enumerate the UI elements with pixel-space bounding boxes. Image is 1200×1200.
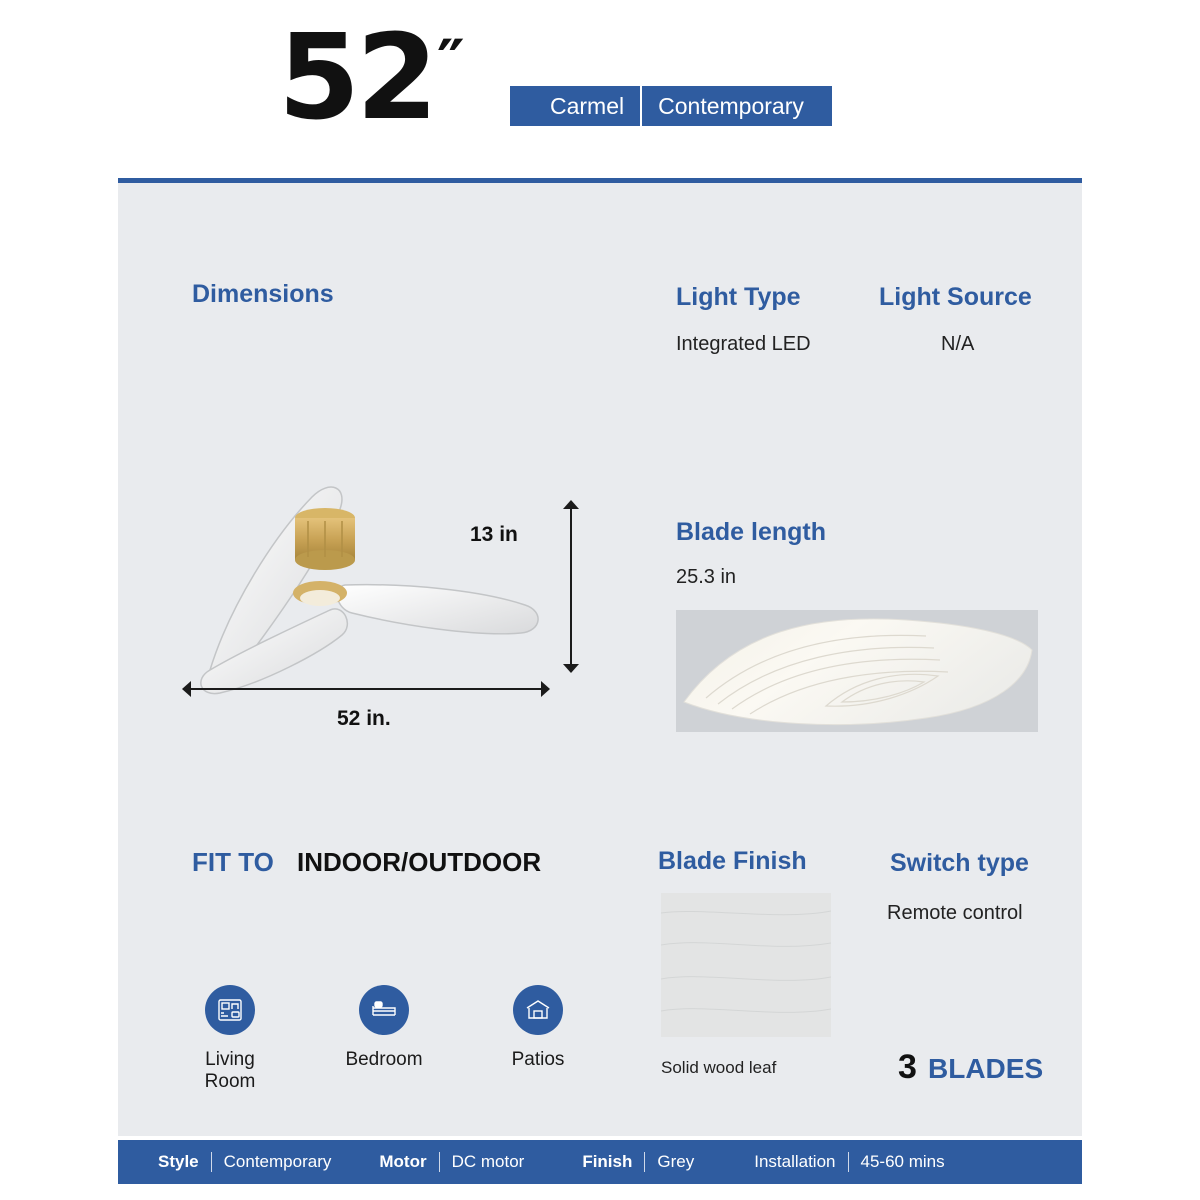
blade-finish-label: Blade Finish bbox=[658, 847, 807, 875]
fan-width-value: 52 in. bbox=[337, 707, 391, 730]
footer-value: 45-60 mins bbox=[860, 1152, 945, 1171]
room-item bbox=[180, 985, 280, 1093]
switch-type-label: Switch type bbox=[890, 849, 1029, 877]
footer-key: Finish bbox=[582, 1152, 633, 1171]
footer-item-installation bbox=[754, 1140, 944, 1184]
blade-count-label: BLADES bbox=[928, 1053, 1044, 1084]
blade-photo bbox=[676, 610, 1038, 732]
fan-size-number: 52 bbox=[278, 8, 435, 146]
fan-height-value: 13 in bbox=[470, 523, 518, 546]
ceiling-fan-illustration bbox=[180, 465, 560, 700]
switch-type-value: Remote control bbox=[887, 902, 1023, 924]
footer-item-finish bbox=[582, 1140, 694, 1184]
blade-count-number: 3 bbox=[898, 1048, 917, 1086]
blade-length-value: 25.3 in bbox=[676, 566, 737, 588]
living-room-icon bbox=[205, 985, 255, 1035]
room-item bbox=[334, 985, 434, 1093]
bedroom-icon bbox=[359, 985, 409, 1035]
blade-finish-caption: Solid wood leaf bbox=[661, 1058, 777, 1077]
product-model: Carmel bbox=[510, 86, 640, 126]
footer-divider bbox=[439, 1152, 440, 1172]
light-type-value: Integrated LED bbox=[676, 333, 811, 355]
footer-value: Contemporary bbox=[223, 1152, 332, 1171]
footer-divider bbox=[644, 1152, 645, 1172]
width-dimension-arrow bbox=[190, 688, 542, 690]
room-label: Patios bbox=[511, 1049, 565, 1070]
room-item bbox=[488, 985, 588, 1093]
footer-spec-bar bbox=[118, 1140, 1082, 1184]
footer-key: Motor bbox=[379, 1152, 427, 1171]
fan-size-unit: ″ bbox=[437, 26, 465, 99]
footer-key: Installation bbox=[754, 1152, 836, 1171]
footer-key: Style bbox=[158, 1152, 199, 1171]
room-label: Bedroom bbox=[345, 1049, 423, 1070]
blade-length-label: Blade length bbox=[676, 518, 827, 546]
light-source-label: Light Source bbox=[879, 283, 1032, 311]
light-type-label: Light Type bbox=[676, 283, 801, 311]
footer-value: DC motor bbox=[451, 1152, 525, 1171]
room-label: Living Room bbox=[204, 1049, 256, 1092]
footer-item-motor bbox=[379, 1140, 524, 1184]
blade-finish-swatch bbox=[661, 893, 831, 1037]
patio-icon bbox=[513, 985, 563, 1035]
footer-divider bbox=[211, 1152, 212, 1172]
dimensions-label: Dimensions bbox=[192, 280, 334, 308]
product-title-bar bbox=[510, 86, 832, 126]
product-style: Contemporary bbox=[642, 86, 832, 126]
fit-to-value: INDOOR/OUTDOOR bbox=[297, 847, 542, 877]
light-source-value: N/A bbox=[941, 333, 975, 355]
header bbox=[0, 0, 1200, 178]
fit-to-label: FIT TO bbox=[192, 847, 274, 877]
footer-divider bbox=[848, 1152, 849, 1172]
height-dimension-arrow bbox=[570, 508, 572, 665]
footer-value: Grey bbox=[657, 1152, 695, 1171]
room-list bbox=[180, 985, 600, 1093]
footer-item-style bbox=[158, 1140, 331, 1184]
